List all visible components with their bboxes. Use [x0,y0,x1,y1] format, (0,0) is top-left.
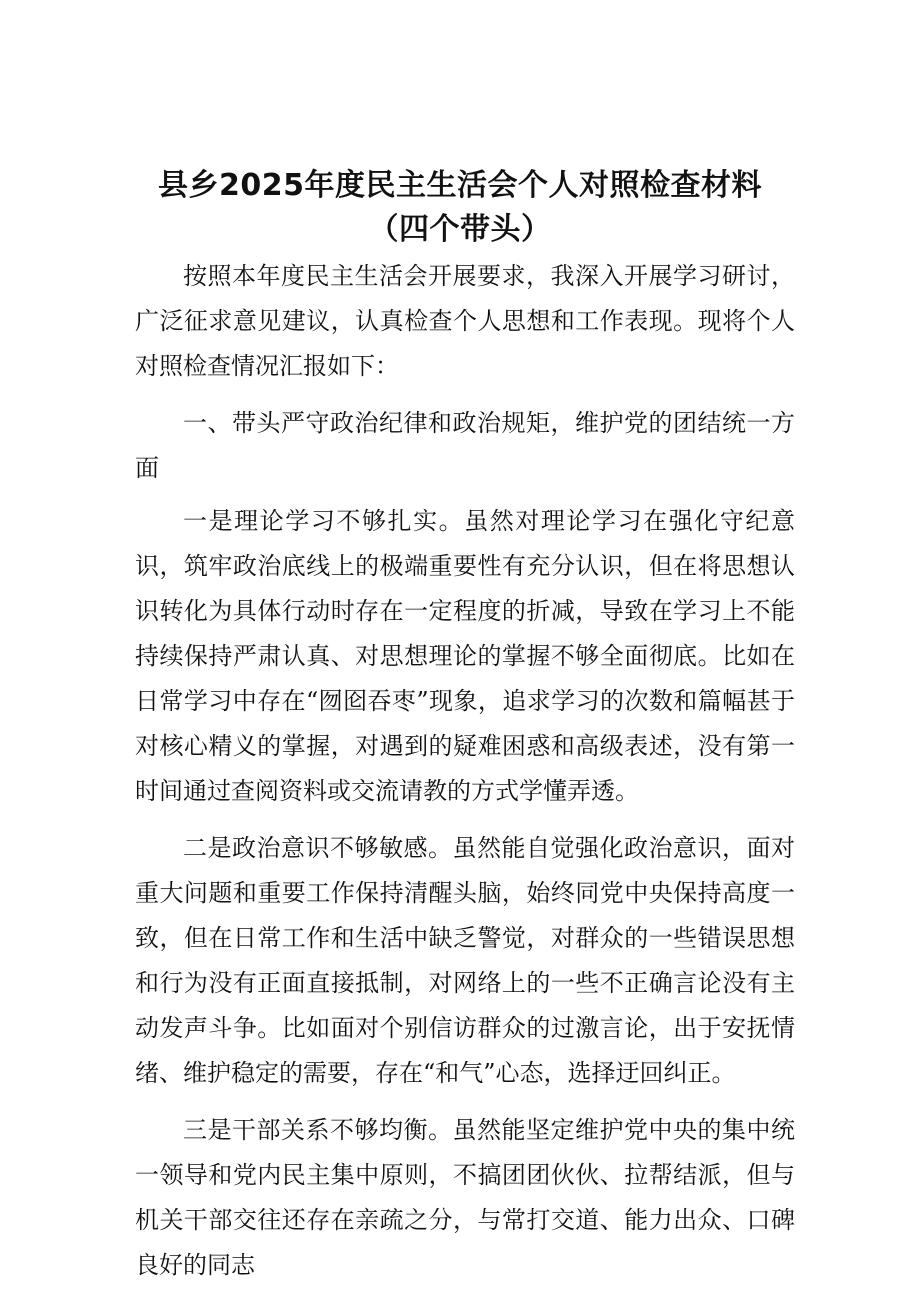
paragraph-point-3: 三是干部关系不够均衡。虽然能坚定维护党中央的集中统一领导和党内民主集中原则，不搞团团伙伙、拉帮结派，但与机关干部交往还存在亲疏之分，与常打交道、能力出众、口碑良好的同志 [135,1116,795,1279]
paragraph-point-1: 一是理论学习不够扎实。虽然对理论学习在强化守纪意识，筑牢政治底线上的极端重要性有充分认识，但在将思想认识转化为具体行动时存在一定程度的折减，导致在学习上不能持续保持严肃认真、对思想理论的掌握不够全面彻底。比如在日常学习中存在“囫囵吞枣”现象，追求学习的次数和篇幅甚于对核心精义的掌握，对遇到的疑难困惑和高级表述，没有第一时间通过查阅资料或交流请教的方式学懂弄透。 [135,507,795,805]
section-heading-1: 一、带头严守政治纪律和政治规矩，维护党的团结统一方面 [135,409,795,482]
title-line-2: （四个带头） [368,212,552,247]
intro-paragraph: 按照本年度民主生活会开展要求，我深入开展学习研讨，广泛征求意见建议，认真检查个人思想和工作表现。现将个人对照检查情况汇报如下： [135,262,795,380]
paragraph-point-2: 二是政治意识不够敏感。虽然能自觉强化政治意识，面对重大问题和重要工作保持清醒头脑，始终同党中央保持高度一致，但在日常工作和生活中缺乏警觉，对群众的一些错误思想和行为没有正面直接抵制，对网络上的一些不正确言论没有主动发声斗争。比如面对个别信访群众的过激言论，出于安抚情绪、维护稳定的需要，存在“和气”心态，选择迂回纠正。 [135,834,795,1087]
title-line-1: 县乡2025年度民主生活会个人对照检查材料 [158,168,762,203]
document-title [0,164,920,252]
document-body [135,254,795,1300]
